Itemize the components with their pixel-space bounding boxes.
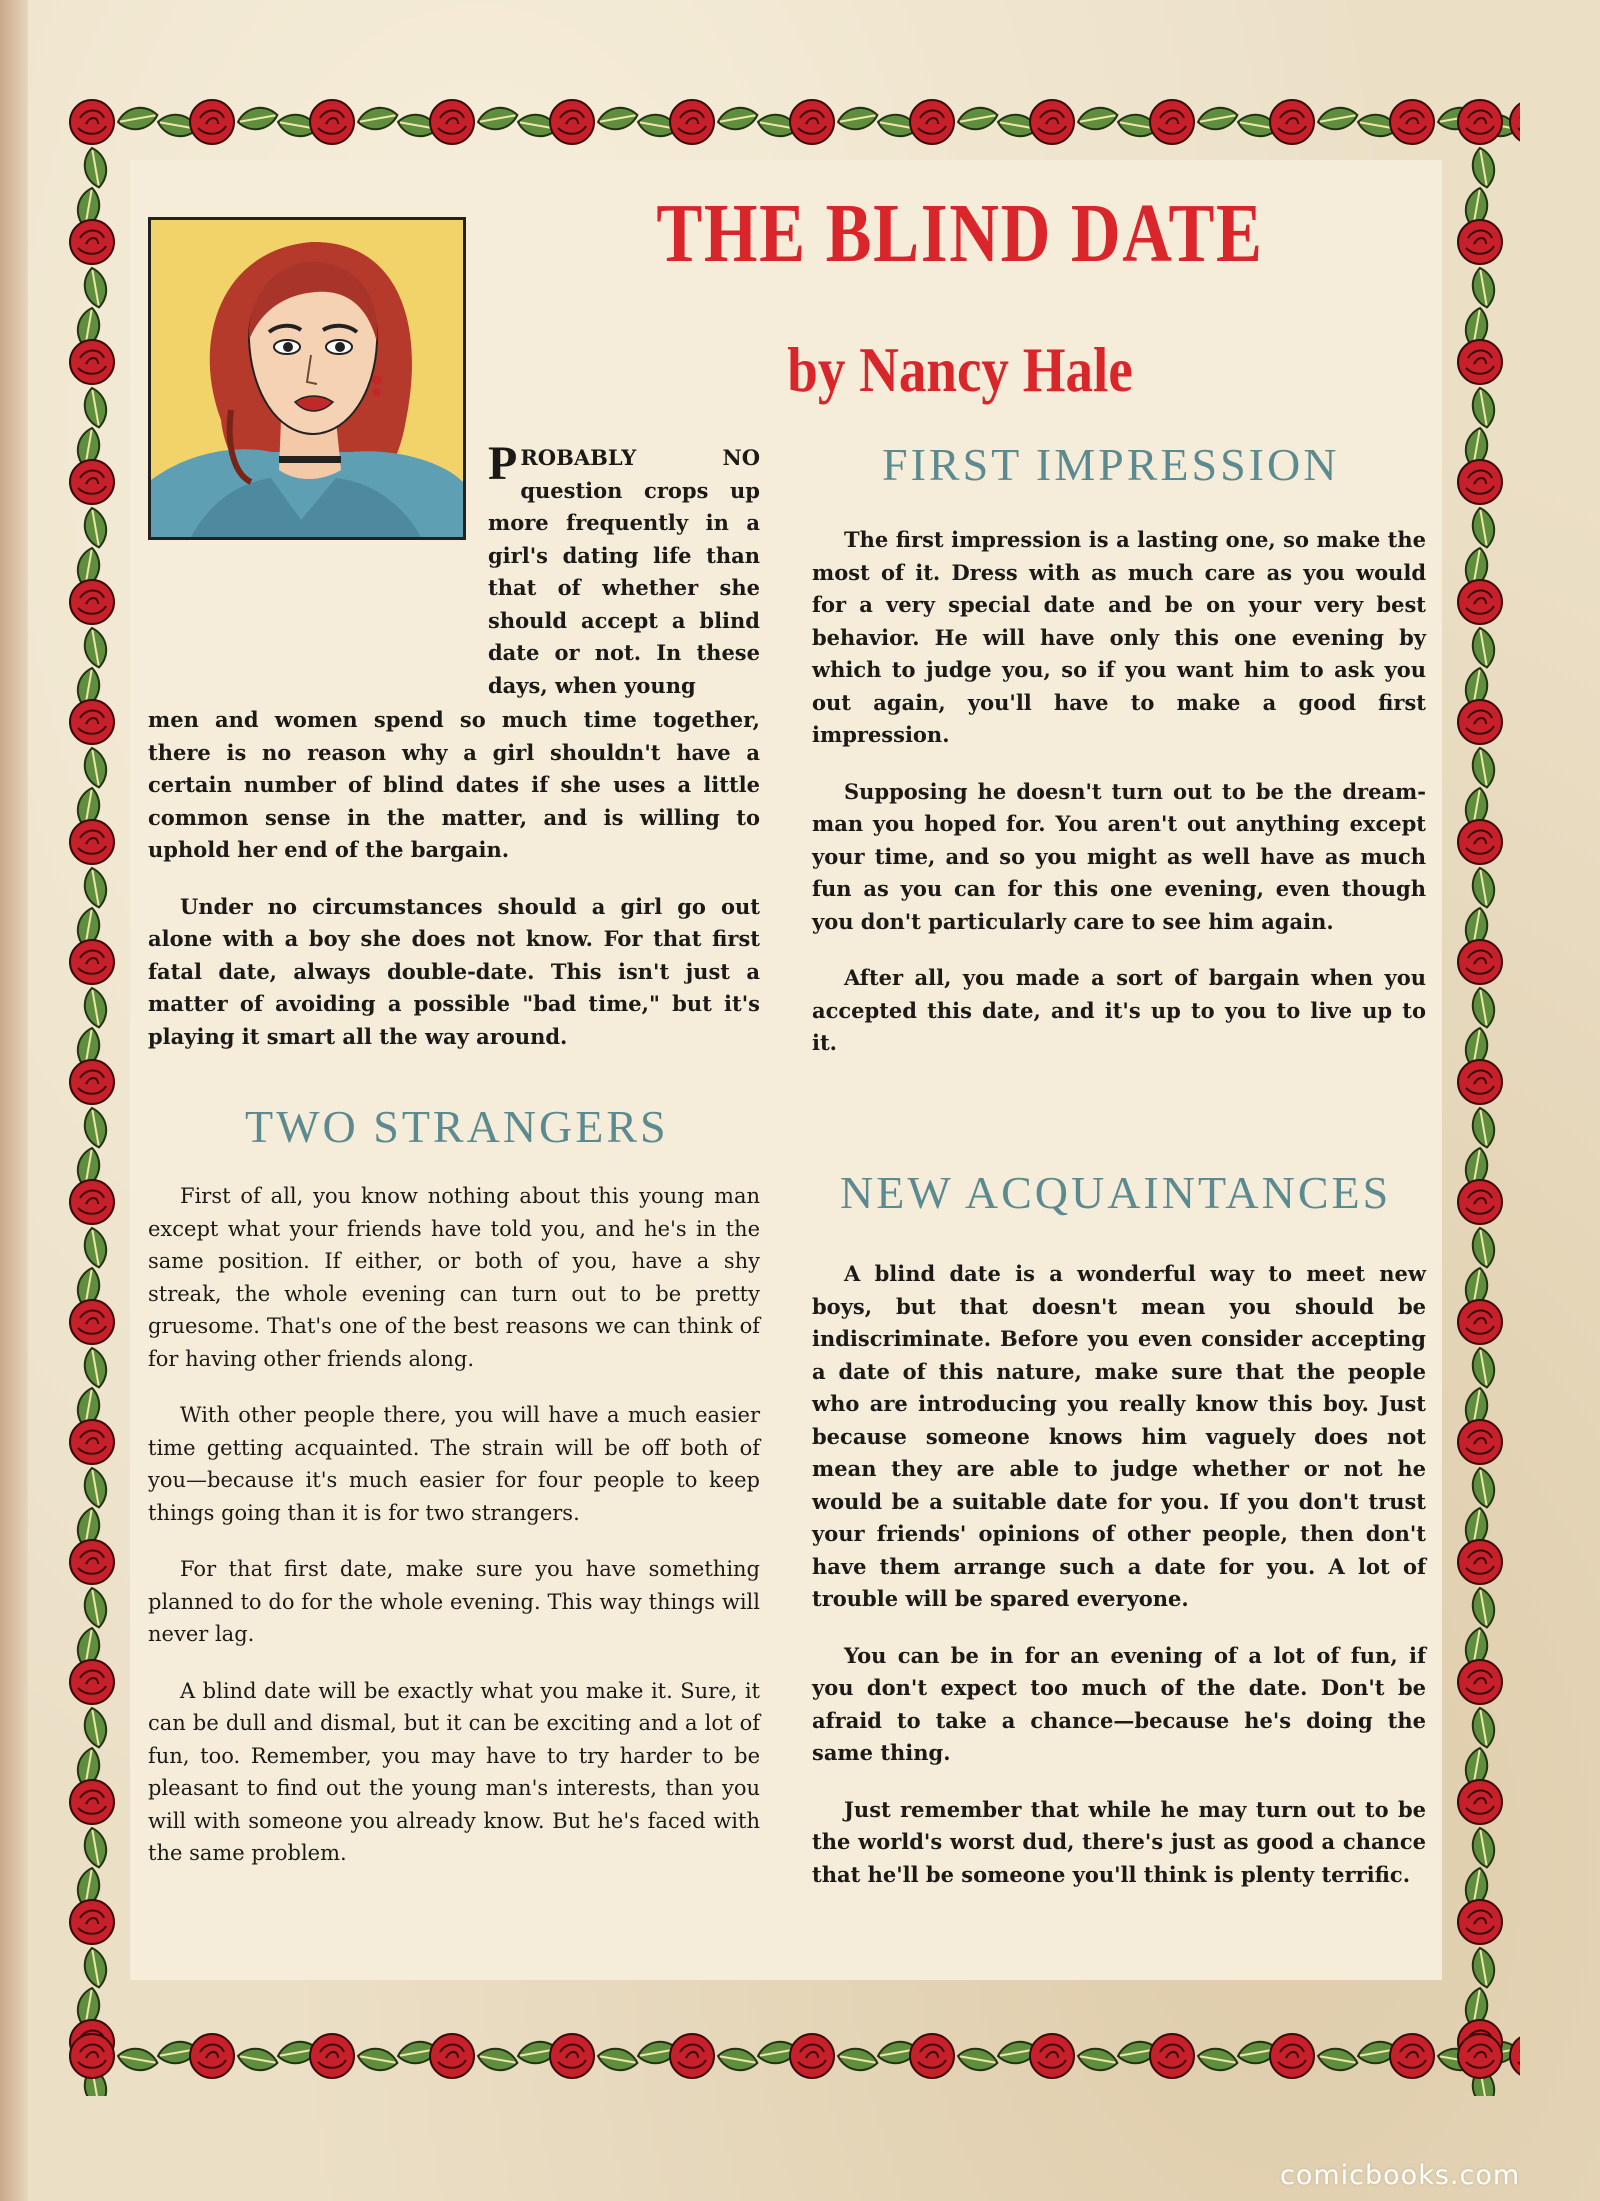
- rose-icon: [70, 1900, 114, 1944]
- leaf-icon: [836, 2046, 879, 2074]
- rose-icon: [430, 2034, 474, 2078]
- rose-icon: [70, 220, 114, 264]
- leaf-icon: [1470, 1946, 1498, 1989]
- leaf-icon: [836, 105, 879, 133]
- leaf-icon: [1470, 1586, 1498, 1629]
- leaf-icon: [1470, 1346, 1498, 1389]
- leaf-icon: [1076, 2046, 1119, 2074]
- rose-icon: [1390, 100, 1434, 144]
- intro-paragraph-wide: [148, 704, 760, 1053]
- leaf-icon: [1316, 2046, 1359, 2074]
- rose-icon: [70, 940, 114, 984]
- leaf-icon: [1470, 386, 1498, 429]
- article-byline: by Nancy Hale: [787, 334, 1133, 405]
- leaf-icon: [82, 866, 110, 909]
- leaf-icon: [1470, 746, 1498, 789]
- leaf-icon: [82, 1586, 110, 1629]
- leaf-icon: [236, 105, 279, 133]
- leaf-icon: [476, 105, 519, 133]
- rose-icon: [550, 2034, 594, 2078]
- rose-icon: [70, 1660, 114, 1704]
- rose-icon: [70, 580, 114, 624]
- intro-paragraph-narrow: [488, 437, 760, 702]
- rose-icon: [1458, 1900, 1502, 1944]
- rose-icon: [190, 100, 234, 144]
- leaf-icon: [1470, 266, 1498, 309]
- portrait-icon: [151, 220, 463, 537]
- rose-icon: [1270, 100, 1314, 144]
- rose-icon: [1458, 340, 1502, 384]
- rose-icon: [790, 100, 834, 144]
- leaf-icon: [716, 105, 759, 133]
- rose-icon: [1458, 1660, 1502, 1704]
- rose-icon: [1270, 2034, 1314, 2078]
- leaf-icon: [82, 506, 110, 549]
- column-two-strangers: [148, 1180, 760, 1870]
- leaf-icon: [956, 2046, 999, 2074]
- rose-icon: [1150, 100, 1194, 144]
- rose-icon: [70, 700, 114, 744]
- leaf-icon: [82, 1466, 110, 1509]
- rose-icon: [1458, 1780, 1502, 1824]
- rose-icon: [1150, 2034, 1194, 2078]
- rose-icon: [1510, 2034, 1520, 2078]
- leaf-icon: [236, 2046, 279, 2074]
- rose-icon: [1458, 1540, 1502, 1584]
- rose-icon: [430, 100, 474, 144]
- leaf-icon: [1470, 1106, 1498, 1149]
- rose-icon: [790, 2034, 834, 2078]
- leaf-icon: [1196, 2046, 1239, 2074]
- first-impression-paragraph-2: Supposing he doesn't turn out to be the dream-man you hoped for. You aren't out anything except your time, and so you might as well have as much fun as you can for this one evening, even though you don't particularly care to see him again.: [812, 778, 1426, 934]
- two-strangers-paragraph-3: For that first date, make sure you have something planned to do for the whole evening. This way things will never lag.: [148, 1557, 760, 1646]
- paragraph-alone: Under no circumstances should a girl go out alone with a boy she does not know. For that first fatal date, always double-date. This isn't just a matter of avoiding a possible "bad time," but it's playing it smart all the way around.: [148, 893, 760, 1049]
- column-first-impression: [812, 524, 1426, 1060]
- rose-icon: [70, 1180, 114, 1224]
- leaf-icon: [596, 2046, 639, 2074]
- leaf-icon: [82, 146, 110, 189]
- leaf-icon: [82, 1346, 110, 1389]
- rose-icon: [70, 2034, 114, 2078]
- rose-icon: [1458, 1300, 1502, 1344]
- rose-icon: [910, 100, 954, 144]
- heading-new-acquaintances: NEW ACQUAINTANCES: [840, 1167, 1392, 1218]
- woman-portrait-illustration: [148, 217, 466, 540]
- rose-icon: [70, 460, 114, 504]
- leaf-icon: [1470, 506, 1498, 549]
- leaf-icon: [82, 266, 110, 309]
- leaf-icon: [82, 746, 110, 789]
- leaf-icon: [596, 105, 639, 133]
- two-strangers-paragraph-4: A blind date will be exactly what you make it. Sure, it can be dull and dismal, but it can be exciting and a lot of fun, too. Remember, you may have to try harder to be pleasant to find out the young man's interests, than you will with someone you already know. But he's faced with the same problem.: [148, 1678, 760, 1865]
- rose-icon: [70, 1060, 114, 1104]
- rose-icon: [1458, 2034, 1502, 2078]
- leaf-icon: [82, 386, 110, 429]
- rose-icon: [1458, 1180, 1502, 1224]
- rose-icon: [190, 2034, 234, 2078]
- leaf-icon: [82, 1226, 110, 1269]
- rose-icon: [1510, 100, 1520, 144]
- rose-icon: [70, 1420, 114, 1464]
- leaf-icon: [1470, 626, 1498, 669]
- two-strangers-paragraph-2: With other people there, you will have a much easier time getting acquainted. The strain will be off both of you—because it's much easier for four people to keep things going than it is for two strangers.: [148, 1403, 760, 1525]
- rose-icon: [70, 100, 114, 144]
- drop-cap: P: [488, 437, 518, 490]
- rose-icon: [70, 340, 114, 384]
- rose-icon: [310, 2034, 354, 2078]
- rose-icon: [70, 820, 114, 864]
- rose-icon: [670, 100, 714, 144]
- rose-icon: [1458, 940, 1502, 984]
- leaf-icon: [1470, 1226, 1498, 1269]
- rose-icon: [1458, 220, 1502, 264]
- page-spine-edge: [0, 0, 28, 2201]
- first-impression-paragraph-3: After all, you made a sort of bargain when you accepted this date, and it's up to you to live up to it.: [812, 965, 1426, 1055]
- rose-icon: [1458, 1420, 1502, 1464]
- column-new-acquaintances: [812, 1258, 1426, 1891]
- leaf-icon: [82, 1826, 110, 1869]
- leaf-icon: [956, 105, 999, 133]
- rose-icon: [670, 2034, 714, 2078]
- leaf-icon: [1076, 105, 1119, 133]
- rose-icon: [1458, 1060, 1502, 1104]
- leaf-icon: [82, 1106, 110, 1149]
- leaf-icon: [716, 2046, 759, 2074]
- intro-narrow-text: ROBABLY NO question crops up more frequently in a girl's dating life than that of whether she should accept a blind date or not. In these days, when young: [488, 445, 760, 698]
- leaf-icon: [356, 2046, 399, 2074]
- leaf-icon: [1470, 1466, 1498, 1509]
- rose-icon: [1030, 100, 1074, 144]
- intro-wide-text: men and women spend so much time together, there is no reason why a girl shouldn't have a certain number of blind dates if she uses a little common sense in the matter, and is willing to uphold her end of the bargain.: [148, 707, 760, 862]
- rose-icon: [1458, 460, 1502, 504]
- first-impression-paragraph-1: The first impression is a lasting one, so make the most of it. Dress with as much care as you would for a very special date and be on your very best behavior. He will have only this one evening by which to judge you, so if you want him to ask you out again, you'll have to make a good first impression.: [812, 527, 1426, 747]
- leaf-icon: [82, 1946, 110, 1989]
- leaf-icon: [1196, 105, 1239, 133]
- leaf-icon: [82, 1706, 110, 1749]
- rose-icon: [70, 1540, 114, 1584]
- leaf-icon: [356, 105, 399, 133]
- rose-icon: [70, 1780, 114, 1824]
- leaf-icon: [476, 2046, 519, 2074]
- heading-first-impression: FIRST IMPRESSION: [882, 439, 1340, 490]
- leaf-icon: [82, 626, 110, 669]
- rose-icon: [1458, 820, 1502, 864]
- leaf-icon: [82, 986, 110, 1029]
- rose-icon: [550, 100, 594, 144]
- leaf-icon: [1470, 1706, 1498, 1749]
- rose-icon: [1458, 580, 1502, 624]
- rose-icon: [910, 2034, 954, 2078]
- site-watermark: comicbooks.com: [1280, 2160, 1521, 2191]
- heading-two-strangers: TWO STRANGERS: [245, 1101, 669, 1152]
- rose-icon: [1030, 2034, 1074, 2078]
- two-strangers-paragraph-1: First of all, you know nothing about this young man except what your friends have told you, and he's in the same position. If either, or both of you, have a shy streak, the whole evening can turn out to be pretty gruesome. That's one of the best reasons we can think of for having other friends along.: [148, 1184, 760, 1371]
- new-acquaintances-paragraph-2: You can be in for an evening of a lot of fun, if you don't expect too much of the date. Don't be afraid to take a chance—because he's doing the same thing.: [812, 1642, 1426, 1765]
- new-acquaintances-paragraph-3: Just remember that while he may turn out to be the world's worst dud, there's just as good a chance that he'll be someone you'll think is plenty terrific.: [812, 1796, 1426, 1887]
- leaf-icon: [116, 105, 159, 133]
- leaf-icon: [1470, 1826, 1498, 1869]
- rose-icon: [1390, 2034, 1434, 2078]
- leaf-icon: [1316, 105, 1359, 133]
- rose-icon: [1458, 700, 1502, 744]
- leaf-icon: [116, 2046, 159, 2074]
- new-acquaintances-paragraph-1: A blind date is a wonderful way to meet new boys, but that doesn't mean you should be indiscriminate. Before you even consider accepting a date of this nature, make sure that the people who are introducing you really know this boy. Just because someone knows him vaguely does not mean they are able to judge whether or not he would be a suitable date for you. If you don't trust your friends' opinions of other people, then don't have them arrange such a date for you. A lot of trouble will be spared everyone.: [812, 1261, 1426, 1611]
- rose-icon: [70, 1300, 114, 1344]
- rose-icon: [1458, 100, 1502, 144]
- leaf-icon: [1470, 986, 1498, 1029]
- leaf-icon: [1470, 146, 1498, 189]
- leaf-icon: [1470, 866, 1498, 909]
- rose-icon: [310, 100, 354, 144]
- article-title: THE BLIND DATE: [656, 187, 1264, 280]
